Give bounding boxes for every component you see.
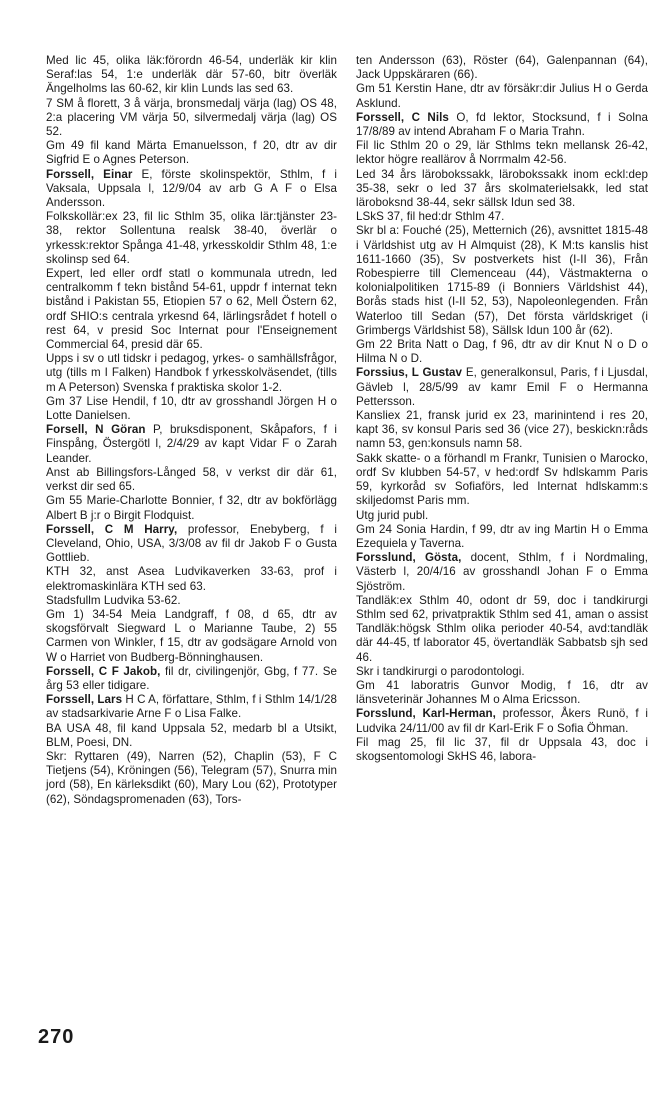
entry-name: Forssius, L Gustav xyxy=(356,366,463,380)
entry-text: LSkS 37, fil hed:dr Sthlm 47. xyxy=(356,210,505,224)
entry-text: Gm 51 Kerstin Hane, dtr av försäkr:dir Julius H o Gerda Asklund. xyxy=(356,82,648,110)
entry-text: Gm 37 Lise Hendil, f 10, dtr av grosshandl Jörgen H o Lotte Danielsen. xyxy=(46,394,337,423)
entry-text: H C A, författare, Sthlm, f i Sthlm 14/1/28 av stadsarkivarie Arne F o Lisa Falke. xyxy=(46,693,338,721)
biography-entry xyxy=(46,523,337,566)
entry-paragraph xyxy=(46,54,337,97)
entry-text: Gm 55 Marie-Charlotte Bonnier, f 32, dtr av bokförlägg Albert B j:r o Birgit Flodquist. xyxy=(46,494,337,522)
entry-paragraph xyxy=(46,594,337,608)
entry-text: Gm 1) 34-54 Meia Landgraff, f 08, d 65, dtr av skogsförvalt Siegward L o Marianne Taube, 2) 55 Carmen von Winkler, f 15, dtr av godsägare Arnold von W o Harriet von Budberg-Bönninghausen. xyxy=(46,607,337,664)
entry-text: Gm 49 fil kand Märta Emanuelsson, f 20, dtr av dir Sigfrid E o Agnes Peterson. xyxy=(46,139,337,167)
entry-paragraph xyxy=(356,338,648,366)
entry-name: Forssell, C Nils xyxy=(356,110,449,124)
entry-name: Forssell, Einar xyxy=(46,167,133,181)
entry-text: Skr bl a: Fouché (25), Metternich (26), avsnittet 1815-48 i Världshist utg av H Almquist (28), K M:ts kanslis hist 1611-1660 (35), Sv postverkets hist (I-II 36), Från Robespierre till Clemenceau (44), Västmakterna o kolonialpolitiken 1715-89 (i Bonniers Världshist 44), Borås stads hist (I-II 52, 53), Napoleonlegenden. Från Waterloo till Sedan (57), Det första världskriget (i Grimbergs Världshist 58), Sällsk Idun 100 år (62). xyxy=(356,224,648,337)
entry-text: Gm 24 Sonia Hardin, f 99, dtr av ing Martin H o Emma Ezequiela y Taverna. xyxy=(356,522,648,550)
entry-paragraph xyxy=(46,139,337,167)
entry-paragraph xyxy=(46,565,337,593)
entry-text: E, generalkonsul, Paris, f i Ljusdal, Gävleb l, 28/5/99 av kamr Emil F o Hermanna Pettersson. xyxy=(356,366,649,408)
entry-paragraph xyxy=(356,224,648,338)
page-number: 270 xyxy=(38,1026,75,1048)
entry-text: professor, Enebyberg, f i Cleveland, Ohio, USA, 3/3/08 av fil dr Jakob F o Gusta Gottlieb. xyxy=(46,522,337,565)
entry-paragraph xyxy=(46,494,337,522)
entry-paragraph xyxy=(46,267,337,352)
biography-entry xyxy=(46,168,337,211)
entry-paragraph xyxy=(356,509,648,523)
entry-paragraph xyxy=(356,139,648,167)
entry-text: professor, Åkers Runö, f i Ludvika 24/11/00 av fil dr Karl-Erik F o Sofia Öhman. xyxy=(356,707,649,735)
entry-paragraph xyxy=(46,750,337,807)
entry-paragraph xyxy=(356,679,648,707)
entry-text: P, bruksdisponent, Skåpafors, f i Finspång, Östergötl l, 2/4/29 av kapt Vidar F o Zarah Leander. xyxy=(46,423,337,465)
entry-text: fil dr, civilingenjör, Gbg, f 77. Se årg 53 eller tidigare. xyxy=(46,664,338,692)
entry-text: 7 SM å florett, 3 å värja, bronsmedalj värja (lag) OS 48, 2:a placering VM värja 50, silvermedalj värja (lag) OS 52. xyxy=(46,96,337,139)
entry-text: Utg jurid publ. xyxy=(356,508,429,522)
entry-paragraph xyxy=(356,523,648,551)
entry-paragraph xyxy=(46,210,337,267)
entry-paragraph xyxy=(356,54,648,82)
entry-name: Forsell, N Göran xyxy=(46,423,146,437)
entry-paragraph xyxy=(356,82,648,110)
entry-text: docent, Sthlm, f i Nordmaling, Västerb l, 20/4/16 av grosshandl Johan F o Emma Sjöström. xyxy=(356,551,648,593)
entry-paragraph xyxy=(46,466,337,494)
entry-paragraph xyxy=(356,452,648,509)
entry-text: E, förste skolinspektör, Sthlm, f i Vaksala, Uppsala l, 12/9/04 av arb G A F o Elsa Andersson. xyxy=(46,167,337,210)
entry-paragraph xyxy=(46,352,337,395)
entry-text: Skr: Ryttaren (49), Narren (52), Chaplin (53), F C Tietjens (54), Kröningen (56), Telegram (57), Snurra min jord (58), En kärleksdikt (60), Mary Lou (62), Prototyper (62), Söndagspromenaden (63), Tors- xyxy=(46,749,337,806)
entry-text: Fil mag 25, fil lic 37, fil dr Uppsala 43, doc i skogsentomologi SkHS 46, labora- xyxy=(356,735,648,763)
entry-paragraph xyxy=(356,594,648,665)
entry-text: Gm 41 laboratris Gunvor Modig, f 16, dtr av länsveterinär Johannes M o Alma Ericsson. xyxy=(356,678,648,707)
biography-entry xyxy=(46,693,337,721)
entry-text: Skr i tandkirurgi o parodontologi. xyxy=(356,664,525,678)
biography-entry xyxy=(356,111,648,139)
biography-entry xyxy=(46,423,337,466)
entry-text: O, fd lektor, Stocksund, f i Solna 17/8/89 av intend Abraham F o Maria Trahn. xyxy=(356,110,648,139)
entry-text: Folkskollär:ex 23, fil lic Sthlm 35, olika lär:tjänster 23-38, rektor Sollentuna realsk 38-40, överlär o yrkessk:rektor Spånga 41-48, yrkesskoldir Sthlm 48, 1:e skolinsp sed 64. xyxy=(46,210,337,266)
entry-paragraph xyxy=(356,665,648,679)
entry-text: Med lic 45, olika läk:förordn 46-54, underläk kir klin Seraf:las 54, 1:e underläk där 57-60, bitr överläk Ängelholms las 60-62, kir klin Lunds las sed 63. xyxy=(46,54,337,96)
biography-entry xyxy=(356,707,648,735)
entry-text: Gm 22 Brita Natt o Dag, f 96, dtr av dir Knut N o D o Hilma N o D. xyxy=(356,338,648,366)
entry-paragraph xyxy=(356,409,648,452)
biography-entry xyxy=(46,665,337,693)
entry-paragraph xyxy=(46,608,337,665)
entry-paragraph xyxy=(356,736,648,764)
entry-name: Forsslund, Gösta, xyxy=(356,551,462,565)
right-column xyxy=(356,54,648,764)
entry-paragraph xyxy=(356,210,648,224)
entry-text: Fil lic Sthlm 20 o 29, lär Sthlms tekn mellansk 26-42, lektor högre reallärov å Norrmalm 42-56. xyxy=(356,139,648,167)
entry-text: Upps i sv o utl tidskr i pedagog, yrkes- o samhällsfrågor, utg (tills m I Falken) Handbok f yrkesskolväsendet, (tills m A Peterson) Svenska f praktiska skolor 1-2. xyxy=(46,352,337,394)
entry-name: Forssell, C F Jakob, xyxy=(46,664,161,678)
entry-text: Expert, led eller ordf statl o kommunala utredn, led centralkomm f tekn bistånd 54-61, uppdr f internat tekn bistånd i Pakistan 55, Etiopien 57 o 62, Mell Östern 62, ordf SHIO:s centrala yrkesnd 64, lärlingsrådet f hotell o rest 64, v presid Soc Internat pour l'Enseignement Commercial 64, presid där 65. xyxy=(46,267,337,352)
entry-text: Anst ab Billingsfors-Långed 58, v verkst dir där 61, verkst dir sed 65. xyxy=(46,465,337,494)
entry-text: Sakk skatte- o a förhandl m Frankr, Tunisien o Marocko, ordf Sv klubben 54-57, v hed:ordf Sv hdlskamm Paris 59, kyrkoråd sv Sofiaförs, led Internat hdlskamm:s skiljedomst Paris mm. xyxy=(356,451,648,508)
entry-text: ten Andersson (63), Röster (64), Galenpannan (64), Jack Uppskäraren (66). xyxy=(356,54,648,82)
biography-entry xyxy=(356,551,648,594)
biography-entry xyxy=(356,366,648,409)
entry-paragraph xyxy=(46,97,337,140)
entry-paragraph xyxy=(46,722,337,750)
entry-text: BA USA 48, fil kand Uppsala 52, medarb bl a Utsikt, BLM, Poesi, DN. xyxy=(46,721,337,749)
entry-text: Stadsfullm Ludvika 53-62. xyxy=(46,593,181,607)
entry-text: Tandläk:ex Sthlm 40, odont dr 59, doc i tandkirurgi Sthlm sed 62, privatpraktik Sthlm sed 41, aman o assist Tandläk:högsk Sthlm olika perioder 40-54, avd:tandläk där 44-45, tf laborator 45, övertandläk Sabbatsb sjh sed 46. xyxy=(356,593,648,664)
entry-text: Led 34 års lärobokssakk, lärobokssakk inom eckl:dep 35-38, sekr o led 37 års skolmaterielsakk, led stat läroboksnd 38-44, sekr sällsk Idun sed 38. xyxy=(356,167,648,210)
entry-paragraph xyxy=(356,168,648,211)
entry-text: Kansliex 21, fransk jurid ex 23, marinintend i res 20, kapt 36, sv konsul Paris sed 36 (vice 27), beskickn:råds namn 53, gen:konsuls namn 58. xyxy=(356,409,648,451)
entry-text: KTH 32, anst Asea Ludvikaverken 33-63, prof i elektromaskinlära KTH sed 63. xyxy=(46,565,337,593)
entry-name: Forssell, C M Harry, xyxy=(46,522,178,536)
left-column xyxy=(46,54,337,807)
entry-name: Forsslund, Karl-Herman, xyxy=(356,707,496,721)
entry-paragraph xyxy=(46,395,337,423)
entry-name: Forssell, Lars xyxy=(46,693,123,707)
